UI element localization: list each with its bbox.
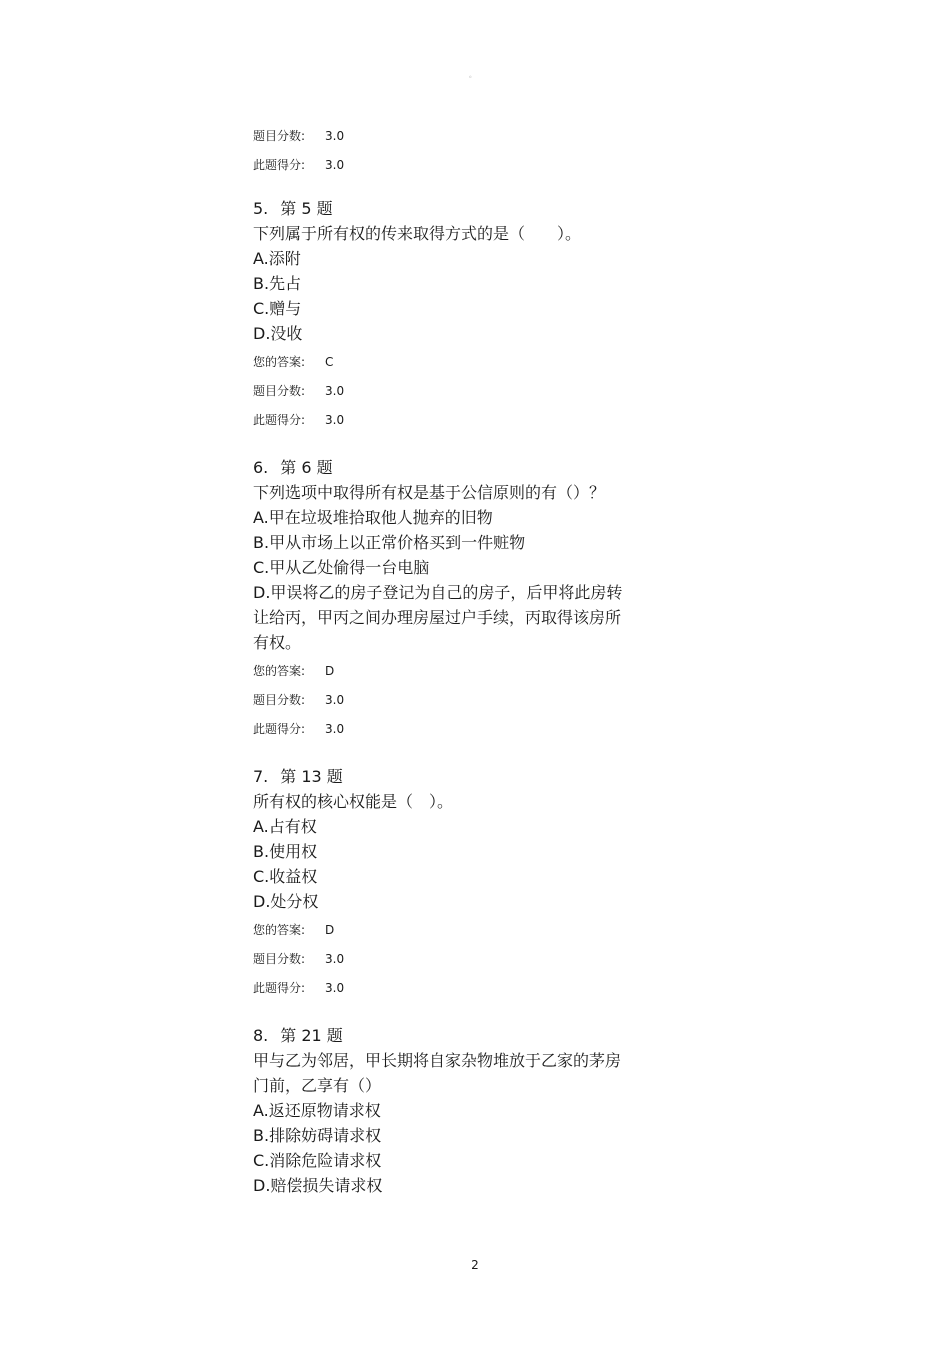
answer-row xyxy=(253,916,683,945)
full-score-label: 题目分数: xyxy=(253,129,306,143)
option-d: D.没收 xyxy=(253,324,303,343)
question-7 xyxy=(253,764,683,1003)
question-stem: 所有权的核心权能是（ ）。 xyxy=(253,792,454,811)
answer-label: 您的答案: xyxy=(253,664,306,678)
question-stem: 下列选项中取得所有权是基于公信原则的有（）？ xyxy=(253,483,606,502)
question-stem: 甲与乙为邻居，甲长期将自家杂物堆放于乙家的茅房 xyxy=(253,1051,622,1070)
answer-value: D xyxy=(325,923,335,937)
score-block xyxy=(253,348,683,435)
option-a: A.甲在垃圾堆拾取他人抛弃的旧物 xyxy=(253,508,493,527)
option-a: A.返还原物请求权 xyxy=(253,1101,381,1120)
top-mark: 。 xyxy=(469,71,476,79)
got-score-value: 3.0 xyxy=(325,981,345,995)
option-d: D.处分权 xyxy=(253,892,319,911)
question-5 xyxy=(253,196,683,435)
question-label: 第 6 题 xyxy=(280,458,333,477)
answer-label: 您的答案: xyxy=(253,355,306,369)
option-c: C.收益权 xyxy=(253,867,318,886)
full-score-label: 题目分数: xyxy=(253,952,306,966)
got-score-label: 此题得分: xyxy=(253,981,306,995)
got-score-label: 此题得分: xyxy=(253,158,306,172)
full-score-label: 题目分数: xyxy=(253,693,306,707)
full-score-value: 3.0 xyxy=(325,384,345,398)
option-d: D.赔偿损失请求权 xyxy=(253,1176,383,1195)
answer-value: C xyxy=(325,355,334,369)
question-8 xyxy=(253,1023,683,1198)
prev-question-tail xyxy=(253,122,683,180)
question-stem: 下列属于所有权的传来取得方式的是（ ）。 xyxy=(253,224,582,243)
answer-row xyxy=(253,348,683,377)
got-score-row xyxy=(253,715,683,744)
option-b: B.排除妨碍请求权 xyxy=(253,1126,382,1145)
question-title xyxy=(253,455,683,480)
full-score-row xyxy=(253,377,683,406)
page-number: 2 xyxy=(471,1258,479,1272)
option-a: A.占有权 xyxy=(253,817,317,836)
option-b: B.甲从市场上以正常价格买到一件赃物 xyxy=(253,533,526,552)
got-score-value: 3.0 xyxy=(325,722,345,736)
question-label: 第 21 题 xyxy=(280,1026,343,1045)
score-block xyxy=(253,657,683,744)
option-b: B.使用权 xyxy=(253,842,318,861)
question-number: 6. xyxy=(253,458,269,477)
option-d: D.甲误将乙的房子登记为自己的房子，后甲将此房转 xyxy=(253,583,623,602)
got-score-label: 此题得分: xyxy=(253,722,306,736)
question-number: 5. xyxy=(253,199,269,218)
got-score-row xyxy=(253,974,683,1003)
question-number: 7. xyxy=(253,767,269,786)
question-title xyxy=(253,764,683,789)
option-b: B.先占 xyxy=(253,274,302,293)
got-score-row xyxy=(253,151,683,180)
full-score-row xyxy=(253,122,683,151)
full-score-value: 3.0 xyxy=(325,952,345,966)
question-title xyxy=(253,1023,683,1048)
question-label: 第 5 题 xyxy=(280,199,333,218)
question-label: 第 13 题 xyxy=(280,767,343,786)
full-score-row xyxy=(253,945,683,974)
full-score-row xyxy=(253,686,683,715)
page-content xyxy=(253,122,683,1198)
got-score-value: 3.0 xyxy=(325,413,345,427)
option-c: C.甲从乙处偷得一台电脑 xyxy=(253,558,430,577)
option-d-line-3: 有权。 xyxy=(253,633,302,652)
full-score-value: 3.0 xyxy=(325,693,345,707)
answer-value: D xyxy=(325,664,335,678)
question-stem-line-2: 门前，乙享有（） xyxy=(253,1076,382,1095)
option-c: C.消除危险请求权 xyxy=(253,1151,382,1170)
full-score-label: 题目分数: xyxy=(253,384,306,398)
full-score-value: 3.0 xyxy=(325,129,345,143)
got-score-value: 3.0 xyxy=(325,158,345,172)
got-score-row xyxy=(253,406,683,435)
option-c: C.赠与 xyxy=(253,299,302,318)
question-title xyxy=(253,196,683,221)
option-d-line-2: 让给丙，甲丙之间办理房屋过户手续，丙取得该房所 xyxy=(253,608,622,627)
question-number: 8. xyxy=(253,1026,269,1045)
answer-label: 您的答案: xyxy=(253,923,306,937)
score-block xyxy=(253,916,683,1003)
answer-row xyxy=(253,657,683,686)
question-6 xyxy=(253,455,683,744)
option-a: A.添附 xyxy=(253,249,301,268)
got-score-label: 此题得分: xyxy=(253,413,306,427)
